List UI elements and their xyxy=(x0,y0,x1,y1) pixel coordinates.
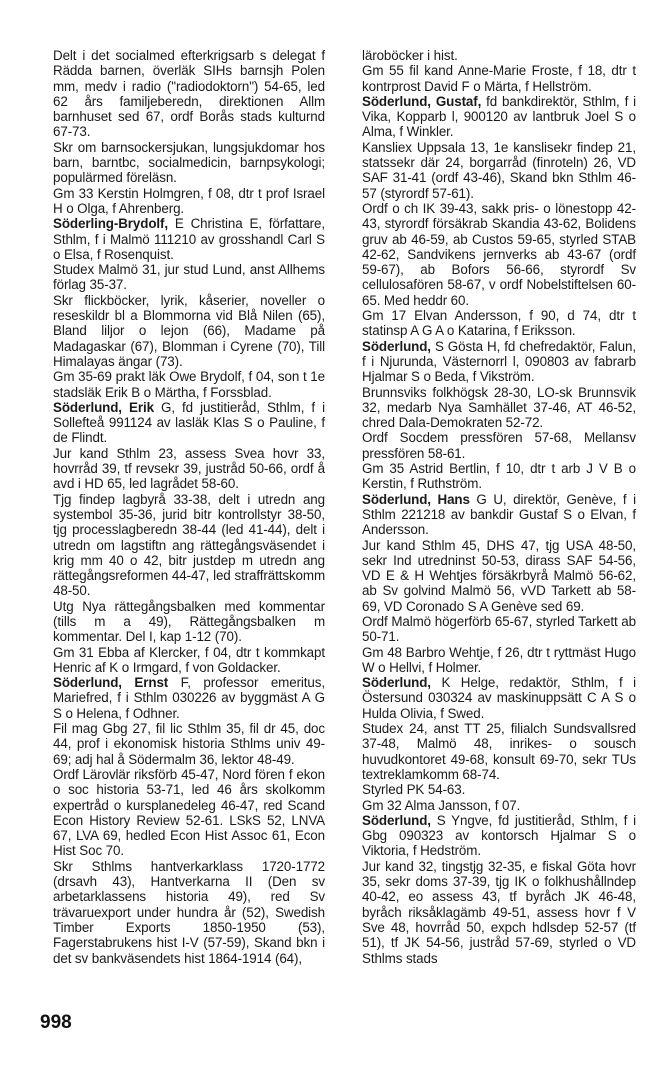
entry-paragraph xyxy=(362,201,636,308)
entry-paragraph xyxy=(53,599,325,645)
entry-paragraph xyxy=(362,645,636,676)
right-column xyxy=(362,48,636,966)
entry-paragraph xyxy=(53,186,325,217)
entry-paragraph xyxy=(53,262,325,293)
entry-text: Styrled PK 54-63. xyxy=(362,782,466,798)
entry-text: K Helge, redaktör, Sthlm, f i Östersund 030324 av maskinuppsätt C A S o Hulda Olivia, f Swed. xyxy=(362,675,636,721)
entry-text: Tjg findep lagbyrå 33-38, delt i utredn ang systembol 35-36, jurid bitr kontrollstyr 38-50, tjg processlagberedn 38-44 (led 41-44), delt i utredn om lagstiftn ang rättegångsväsendet i krig mm 40 o 42, bitr justdep m utredn ang rättegångsreformen 44-47, led straffrättskomm 48-50. xyxy=(53,491,325,599)
entry-text: Skr om barnsockersjukan, lungsjukdomar hos barn, barntbc, socialmedicin, barnpsykologi; populärmed föreläsn. xyxy=(53,139,325,186)
entry-text: Ordf Socdem pressfören 57-68, Mellansv pressfören 58-61. xyxy=(362,430,636,461)
entry-name: Söderling-Brydolf, xyxy=(53,216,168,232)
entry-paragraph xyxy=(53,767,325,859)
entry-paragraph xyxy=(53,369,325,400)
entry-heading-paragraph xyxy=(53,400,325,446)
entry-heading-paragraph xyxy=(362,492,636,538)
entry-text: Delt i det socialmed efterkrigsarb s delegat f Rädda barnen, överläk SIHs barnsjh Polen mm, medv i radio ("radiodoktorn") 54-65, led 62 års familjeberedn, direktionen Allm barnhuset sed 67, ordf Borås stads kulturnd 67-73. xyxy=(53,48,325,140)
entry-name: Söderlund, Ernst xyxy=(53,675,169,691)
entry-text: Brunnsviks folkhögsk 28-30, LO-sk Brunnsvik 32, medarb Nya Samhället 37-46, AT 46-52, chred Dala-Demokraten 52-72. xyxy=(362,384,636,431)
entry-name: Söderlund, xyxy=(362,338,431,354)
entry-heading-paragraph xyxy=(362,675,636,721)
entry-paragraph xyxy=(53,48,325,140)
entry-text: S Gösta H, fd chefredaktör, Falun, f i Njurunda, Västernorrl l, 090803 av fabrarb Hjalmar S o Beda, f Vikström. xyxy=(362,338,636,385)
entry-paragraph xyxy=(362,48,636,63)
entry-heading-paragraph xyxy=(362,94,636,140)
entry-paragraph xyxy=(53,446,325,492)
entry-paragraph xyxy=(362,538,636,614)
entry-paragraph xyxy=(362,614,636,645)
entry-paragraph xyxy=(362,721,636,782)
entry-text: Ordf o ch IK 39-43, sakk pris- o lönestopp 42-43, styrordf försäkrab Skandia 43-62, Bolidens gruv ab 46-59, ab Custos 59-65, styrled STAB 42-62, Sandvikens jernverks ab 43-67 (ordf 59-67), ab Bofors 56-66, styrordf Sv cellulosafören 58-67, v ordf Nobelstiftelsen 60-65. Med heddr 60. xyxy=(362,200,636,308)
entry-text: F, professor emeritus, Mariefred, f i Sthlm 030226 av byggmäst A G S o Helena, f Odhner. xyxy=(53,675,325,721)
entry-paragraph xyxy=(53,721,325,767)
entry-paragraph xyxy=(362,63,636,94)
entry-name: Söderlund, xyxy=(362,812,431,828)
entry-text: Gm 31 Ebba af Klercker, f 04, dtr t kommkapt Henric af K o Irmgard, f von Goldacker. xyxy=(53,644,325,675)
page-number: 998 xyxy=(40,1012,72,1033)
entry-text: Gm 55 fil kand Anne-Marie Froste, f 18, dtr t kontrprost David F o Märta, f Hellström. xyxy=(362,63,636,94)
entry-paragraph xyxy=(362,461,636,492)
entry-text: Kansliex Uppsala 13, 1e kanslisekr findep 21, statssekr där 24, borgarråd (finroteln) 26, VD SAF 31-41 (ordf 43-46), Skand bkn Sthlm 46-57 (styrordf 57-61). xyxy=(362,139,636,201)
entry-paragraph xyxy=(53,293,325,369)
entry-text: Jur kand Sthlm 23, assess Svea hovr 33, hovrråd 39, tf revsekr 39, justråd 50-66, ordf å avd i HD 65, led lagrådet 58-60. xyxy=(53,445,325,492)
entry-paragraph xyxy=(362,385,636,431)
entry-text: G, fd justitieråd, Sthlm, f i Sollefteå 991124 av lasläk Klas S o Pauline, f de Flindt. xyxy=(53,399,325,446)
entry-text: Utg Nya rättegångsbalken med kommentar (tills m a 49), Rättegångsbalken m kommentar. Del I, kap 1-12 (70). xyxy=(53,598,325,645)
left-column xyxy=(53,48,325,966)
entry-name: Söderlund, xyxy=(362,675,431,691)
entry-text: Ordf Lärovlär riksförb 45-47, Nord fören f ekon o soc historia 53-71, led 46 års skolkomm expertråd o kursplanedeleg 46-47, red Scand Econ History Review 52-61. LSkS 52, LNVA 67, LVA 69, hedled Econ Hist Assoc 61, Econ Hist Soc 70. xyxy=(53,766,325,859)
entry-paragraph xyxy=(362,430,636,461)
entry-text: Skr flickböcker, lyrik, kåserier, noveller o reseskildr bl a Blommorna vid Blå Nilen (65), Bland liljor o lejon (66), Madame på Madagaskar (67), Blomman i Cyrene (70), Till Himalayas ängar (73). xyxy=(53,292,325,369)
entry-text: Fil mag Gbg 27, fil lic Sthlm 35, fil dr 45, doc 44, prof i ekonomisk historia Sthlms univ 49-69; adj hal å Södermalm 36, lektor 48-49. xyxy=(53,721,325,767)
entry-text: fd bankdirektör, Sthlm, f i Vika, Kopparb l, 900120 av lantbruk Joel S o Alma, f Winkler. xyxy=(362,93,636,140)
entry-name: Söderlund, Hans xyxy=(362,491,470,507)
entry-paragraph xyxy=(362,859,636,966)
entry-name: Söderlund, Gustaf, xyxy=(362,93,482,109)
entry-text: Jur kand Sthlm 45, DHS 47, tjg USA 48-50, sekr Ind utredninst 50-53, dirass SAF 54-56, VD E & H Wehtjes försäkrbyrå Malmö 56-62, ab Sv golvind Malmö 56, vVD Tarkett ab 58-69, VD Coronado S A Genève sed 69. xyxy=(362,537,636,614)
entry-heading-paragraph xyxy=(53,675,325,721)
entry-paragraph xyxy=(53,859,325,966)
entry-heading-paragraph xyxy=(53,216,325,262)
entry-text: Gm 35-69 prakt läk Owe Brydolf, f 04, son t 1e stadsläk Erik B o Märtha, f Forssblad. xyxy=(53,369,325,400)
entry-text: Gm 33 Kerstin Holmgren, f 08, dtr t prof Israel H o Olga, f Ahrenberg. xyxy=(53,185,325,216)
entry-text: Gm 48 Barbro Wehtje, f 26, dtr t ryttmäst Hugo W o Hellvi, f Holmer. xyxy=(362,644,636,675)
entry-text: Studex Malmö 31, jur stud Lund, anst Allhems förlag 35-37. xyxy=(53,262,325,293)
entry-text: läroböcker i hist. xyxy=(362,48,458,63)
entry-text: E Christina E, författare, Sthlm, f i Malmö 111210 av grosshandl Carl S o Elsa, f Rosenquist. xyxy=(53,216,325,262)
entry-paragraph xyxy=(362,140,636,201)
entry-heading-paragraph xyxy=(362,813,636,859)
entry-paragraph xyxy=(362,308,636,339)
entry-text: Gm 35 Astrid Bertlin, f 10, dtr t arb J V B o Kerstin, f Ruthström. xyxy=(362,461,636,492)
entry-paragraph xyxy=(53,492,325,599)
entry-paragraph xyxy=(53,645,325,676)
entry-heading-paragraph xyxy=(362,339,636,385)
entry-paragraph xyxy=(362,798,636,813)
entry-paragraph xyxy=(362,782,636,797)
entry-name: Söderlund, Erik xyxy=(53,399,154,415)
entry-text: Skr Sthlms hantverkarklass 1720-1772 (drsavh 43), Hantverkarna II (Den sv arbetarklassens historia 49), red Sv trävaruexport under hundra år (52), Swedish Timber Exports 1850-1950 (53), Fagerstabrukens hist I-V (57-59), Skand bkn i det sv bankväsendets hist 1864-1914 (64), xyxy=(53,858,325,966)
entry-text: Studex 24, anst TT 25, filialch Sundsvallsred 37-48, Malmö 48, inrikes- o sousch huvudkontoret 49-68, konsult 69-70, sekr TUs textreklamkomm 68-74. xyxy=(362,721,636,782)
entry-text: Jur kand 32, tingstjg 32-35, e fiskal Göta hovr 35, sekr doms 37-39, tjg IK o folkhushållndep 40-42, eo assess 43, tf byråch JK 46-48, byråch riksåklagämb 49-51, assess hovr f V Sve 48, hovrråd 50, expch hdlsdep 52-57 (tf 51), tf JK 54-56, justråd 57-69, styrled o VD Sthlms stads xyxy=(362,858,636,966)
entry-text: Ordf Malmö högerförb 65-67, styrled Tarkett ab 50-71. xyxy=(362,613,636,645)
entry-text: Gm 17 Elvan Andersson, f 90, d 74, dtr t statinsp A G A o Katarina, f Eriksson. xyxy=(362,308,636,339)
entry-paragraph xyxy=(53,140,325,186)
entry-text: Gm 32 Alma Jansson, f 07. xyxy=(362,797,521,813)
entry-text: S Yngve, fd justitieråd, Sthlm, f i Gbg 090323 av kontorsch Hjalmar S o Viktoria, f Hedström. xyxy=(362,812,636,859)
entry-text: G U, direktör, Genève, f i Sthlm 221218 av bankdir Gustaf S o Elvan, f Andersson. xyxy=(362,491,636,538)
